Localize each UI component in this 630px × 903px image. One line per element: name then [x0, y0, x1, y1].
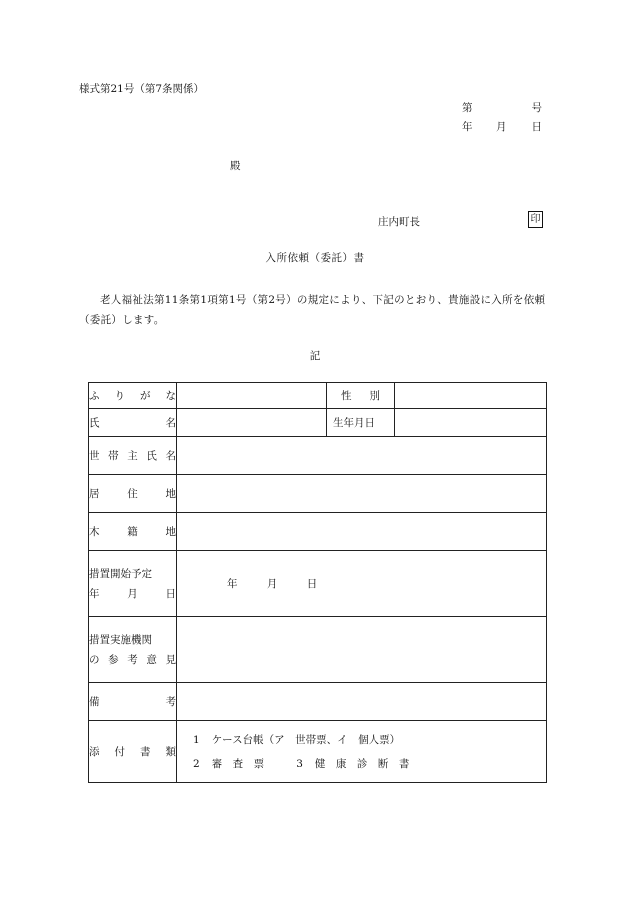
table-row — [89, 551, 547, 617]
date-year: 年 — [462, 121, 473, 133]
table-row — [89, 721, 547, 783]
sender-title: 庄内町長 — [378, 216, 420, 228]
gender-label: 性 別 — [327, 383, 395, 409]
name-label: 氏 名 — [89, 409, 177, 437]
birthdate-label: 生年月日 — [327, 409, 395, 437]
table-row — [89, 383, 547, 409]
start-date-label: 措置開始予定 年 月 日 — [89, 551, 177, 617]
number-dai: 第 — [462, 102, 473, 114]
agency-opinion-field[interactable] — [177, 617, 547, 683]
attachment-items-2-3: 2 審 査 票 3 健 康 診 断 書 — [193, 757, 410, 770]
ki-heading: 記 — [309, 350, 321, 362]
table-row — [89, 475, 547, 513]
date-month: 月 — [496, 121, 507, 133]
honseki-label: 木 籍 地 — [89, 513, 177, 551]
table-row — [89, 409, 547, 437]
household-head-field[interactable] — [177, 437, 547, 475]
gender-field[interactable] — [395, 383, 547, 409]
attachment-item-1: 1 ケース台帳（ア 世帯票、イ 個人票） — [193, 733, 401, 746]
birthdate-field[interactable] — [395, 409, 547, 437]
document-title: 入所依頼（委託）書 — [265, 252, 365, 264]
start-date-month: 月 — [266, 578, 278, 590]
number-go: 号 — [531, 102, 542, 114]
residence-field[interactable] — [177, 475, 547, 513]
start-date-day: 日 — [306, 578, 318, 590]
start-date-field[interactable] — [177, 551, 547, 617]
request-form-table — [88, 382, 547, 783]
attachments-label: 添 付 書 類 — [89, 721, 177, 783]
attachment-item-3: 健 康 診 断 書 — [314, 757, 410, 770]
seal-mark: 印 — [528, 211, 543, 228]
furigana-label: ふ り が な — [89, 383, 177, 409]
table-row — [89, 437, 547, 475]
table-row — [89, 513, 547, 551]
addressee-suffix: 殿 — [230, 160, 241, 172]
table-row — [89, 617, 547, 683]
remarks-field[interactable] — [177, 683, 547, 721]
table-row — [89, 683, 547, 721]
body-text: 老人福祉法第11条第1項第1号（第2号）の規定により、下記のとおり、貴施設に入所を依頼（委託）します。 — [79, 294, 546, 326]
furigana-field[interactable] — [177, 383, 327, 409]
name-field[interactable] — [177, 409, 327, 437]
start-date-year: 年 — [227, 578, 238, 590]
household-head-label: 世 帯 主 氏 名 — [89, 437, 177, 475]
agency-opinion-label: 措置実施機関 の 参 考 意 見 — [89, 617, 177, 683]
remarks-label: 備 考 — [89, 683, 177, 721]
attachment-item-2: 審 査 票 — [211, 757, 265, 770]
form-number: 様式第21号（第7条関係） — [79, 83, 205, 95]
residence-label: 居 住 地 — [89, 475, 177, 513]
attachments-list — [177, 721, 547, 783]
date-day: 日 — [531, 121, 542, 133]
honseki-field[interactable] — [177, 513, 547, 551]
